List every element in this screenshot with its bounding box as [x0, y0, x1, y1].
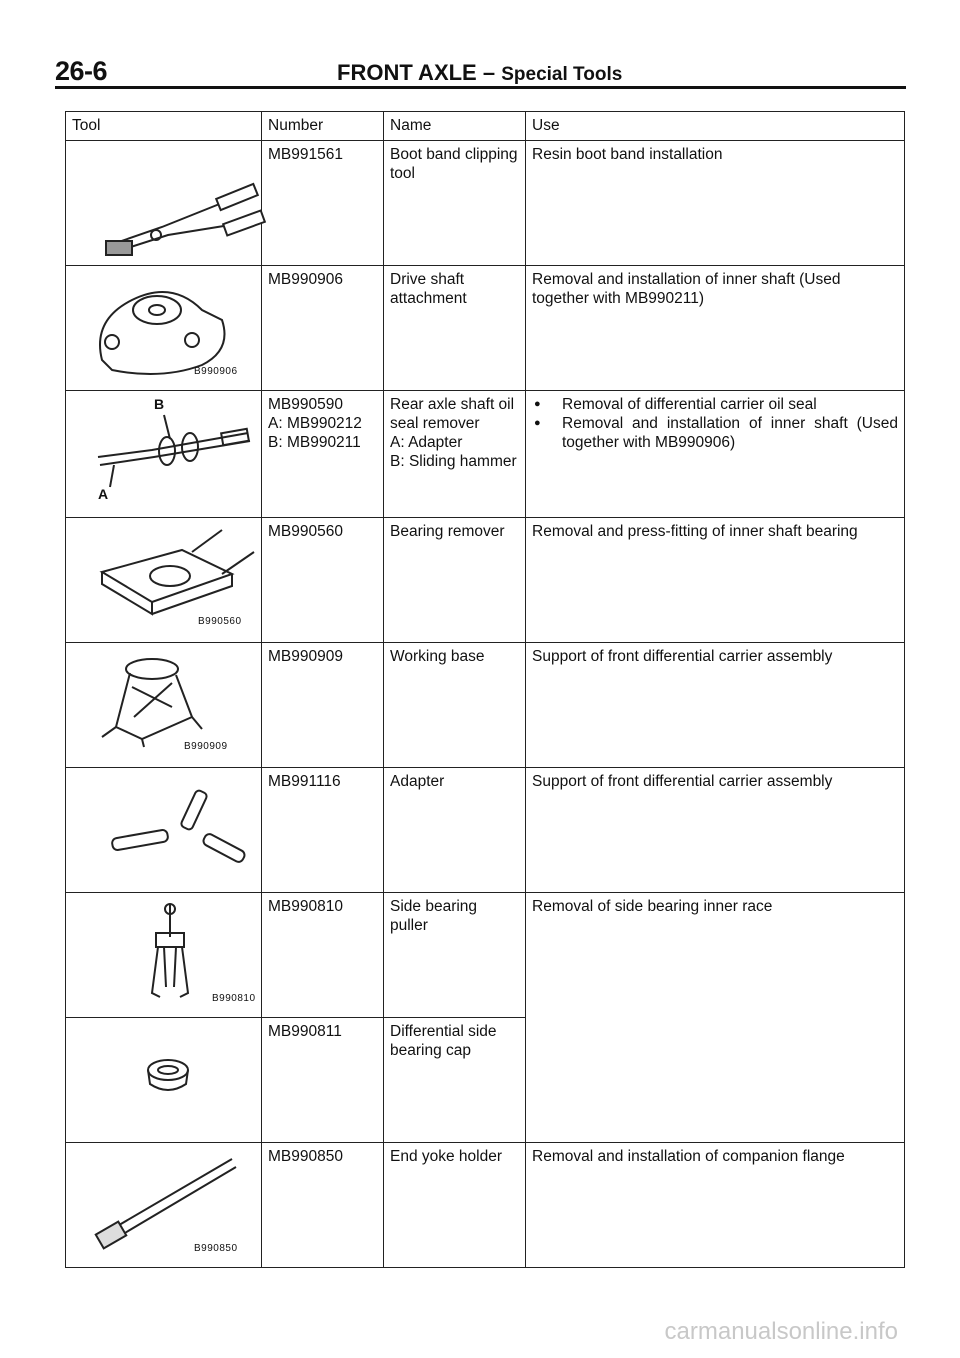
differential-side-bearing-cap-illustration: [72, 1022, 268, 1138]
tool-name: [384, 391, 526, 518]
tool-name-line: Rear axle shaft oil seal remover: [390, 396, 515, 432]
tool-use: Removal of side bearing inner race: [526, 893, 905, 1143]
tool-number: MB990811: [262, 1018, 384, 1143]
adapter-illustration: [72, 772, 268, 888]
use-list: [532, 395, 898, 452]
tool-use: [526, 391, 905, 518]
tool-illustration-cell: [66, 266, 262, 391]
tool-illustration-cell: [66, 1143, 262, 1268]
part-label-a: A: [98, 486, 109, 502]
figure-code: B990906: [194, 366, 238, 377]
watermark: carmanualsonline.info: [664, 1318, 898, 1345]
tool-name-line: B: Sliding hammer: [390, 453, 517, 470]
table-row: [66, 643, 905, 768]
title-sub: Special Tools: [501, 64, 623, 85]
table-row: [66, 266, 905, 391]
tool-use: Resin boot band installation: [526, 141, 905, 266]
tool-number: MB991116: [262, 768, 384, 893]
tool-number: MB990560: [262, 518, 384, 643]
boot-band-clipping-tool-illustration: [72, 145, 268, 261]
part-label-b: B: [154, 396, 165, 412]
tool-name: Side bearing puller: [384, 893, 526, 1018]
tool-number-line: MB990590: [268, 396, 343, 413]
tool-name-line: A: Adapter: [390, 434, 463, 451]
tool-number: [262, 391, 384, 518]
drive-shaft-attachment-illustration: [72, 270, 268, 386]
tool-name: Adapter: [384, 768, 526, 893]
table-row: [66, 141, 905, 266]
header-rule: [55, 86, 906, 89]
tool-name: Bearing remover: [384, 518, 526, 643]
tool-name: Drive shaft attachment: [384, 266, 526, 391]
table-row: [66, 1143, 905, 1268]
tool-number: MB990906: [262, 266, 384, 391]
tool-use: Removal and installation of inner shaft (Used together with MB990211): [526, 266, 905, 391]
table-row: [66, 518, 905, 643]
tool-number: MB990909: [262, 643, 384, 768]
figure-code: B990850: [194, 1243, 238, 1254]
table-row: [66, 391, 905, 518]
tool-number: MB990850: [262, 1143, 384, 1268]
table-header-row: [66, 112, 905, 141]
column-header-number: Number: [262, 112, 384, 141]
tool-illustration-cell: [66, 1018, 262, 1143]
tool-number: MB991561: [262, 141, 384, 266]
tool-use: Removal and press-fitting of inner shaft bearing: [526, 518, 905, 643]
tool-name: Differential side bearing cap: [384, 1018, 526, 1143]
working-base-illustration: [72, 647, 268, 763]
figure-code: B990560: [198, 616, 242, 627]
tool-name: Boot band clipping tool: [384, 141, 526, 266]
tool-illustration-cell: [66, 141, 262, 266]
tool-number: MB990810: [262, 893, 384, 1018]
table-row: [66, 893, 905, 1018]
page-header: [55, 52, 905, 86]
title-dash: –: [482, 60, 496, 85]
tool-illustration-cell: [66, 518, 262, 643]
column-header-tool: Tool: [66, 112, 262, 141]
tool-name: End yoke holder: [384, 1143, 526, 1268]
tool-number-line: B: MB990211: [268, 434, 361, 451]
use-item: ● Removal and installation of inner shaft (Used together with MB990906): [532, 414, 898, 452]
tool-use: Support of front differential carrier assembly: [526, 643, 905, 768]
figure-code: B990909: [184, 741, 228, 752]
page-title: [337, 60, 622, 86]
title-main: FRONT AXLE: [337, 60, 477, 85]
tool-illustration-cell: [66, 768, 262, 893]
page-number: 26-6: [55, 56, 108, 86]
tool-use: Removal and installation of companion flange: [526, 1143, 905, 1268]
table-row: [66, 768, 905, 893]
special-tools-table: [65, 111, 905, 1268]
use-item: ● Removal of differential carrier oil seal: [532, 395, 898, 414]
tool-illustration-cell: [66, 893, 262, 1018]
figure-code: B990810: [212, 993, 256, 1004]
column-header-use: Use: [526, 112, 905, 141]
tool-number-line: A: MB990212: [268, 415, 362, 432]
column-header-name: Name: [384, 112, 526, 141]
tool-illustration-cell: [66, 391, 262, 518]
tool-name: Working base: [384, 643, 526, 768]
tool-illustration-cell: [66, 643, 262, 768]
tool-use: Support of front differential carrier assembly: [526, 768, 905, 893]
end-yoke-holder-illustration: [72, 1147, 268, 1263]
